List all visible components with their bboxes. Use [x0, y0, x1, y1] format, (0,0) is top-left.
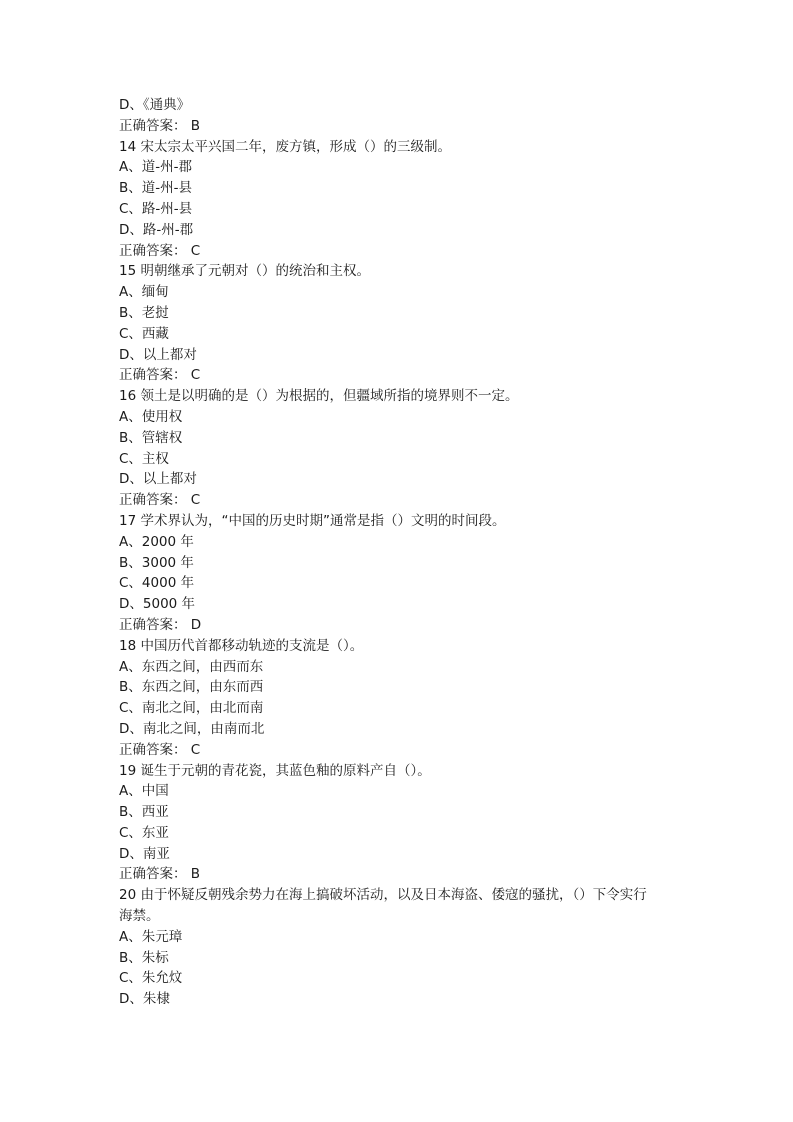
q15-option-a: A、缅甸: [119, 284, 169, 301]
q19-option-d: D、南亚: [119, 845, 170, 862]
q17-option-b: B、3000 年: [119, 554, 194, 571]
q20-option-b: B、朱标: [119, 949, 169, 966]
q17-option-d: D、5000 年: [119, 596, 196, 613]
q15-option-c: C、西藏: [119, 325, 169, 342]
q14-option-c: C、路-州-县: [119, 200, 193, 217]
q16-answer: 正确答案： C: [119, 492, 201, 509]
q16-option-a: A、使用权: [119, 408, 183, 425]
q19-option-b: B、西亚: [119, 804, 169, 821]
q17-question: 17 学术界认为，“中国的历史时期”通常是指（）文明的时间段。: [119, 512, 506, 529]
q18-answer: 正确答案： C: [119, 741, 201, 758]
q14-answer: 正确答案： C: [119, 242, 201, 259]
q14-question: 14 宋太宗太平兴国二年，废方镇，形成（）的三级制。: [119, 138, 451, 155]
q15-option-b: B、老挝: [119, 304, 169, 321]
q16-option-b: B、管辖权: [119, 429, 183, 446]
q20-option-a: A、朱元璋: [119, 928, 183, 945]
q15-question: 15 明朝继承了元朝对（）的统治和主权。: [119, 263, 370, 280]
q14-option-d: D、路-州-郡: [119, 221, 194, 238]
q20-question-line-2: 海禁。: [119, 908, 160, 925]
q17-answer: 正确答案： D: [119, 616, 202, 633]
q19-answer: 正确答案： B: [119, 866, 201, 883]
q18-option-d: D、南北之间，由南而北: [119, 720, 265, 737]
q18-option-b: B、东西之间，由东而西: [119, 679, 264, 696]
q13-option-d: D、《通典》: [119, 97, 191, 113]
document-page: [119, 95, 699, 1010]
q18-option-a: A、东西之间，由西而东: [119, 658, 264, 675]
q20-option-c: C、朱允炆: [119, 970, 183, 987]
q17-option-a: A、2000 年: [119, 533, 194, 550]
q16-option-c: C、主权: [119, 450, 169, 467]
q20-option-d: D、朱棣: [119, 991, 170, 1008]
q15-answer: 正确答案： C: [119, 367, 201, 384]
q13-answer: 正确答案： B: [119, 117, 201, 134]
q14-option-b: B、道-州-县: [119, 180, 193, 197]
q19-option-c: C、东亚: [119, 824, 169, 841]
q18-option-c: C、南北之间，由北而南: [119, 700, 264, 717]
q20-question-line-1: 20 由于怀疑反朝残余势力在海上搞破坏活动，以及日本海盗、倭寇的骚扰，（）下令实行: [119, 887, 647, 904]
q17-option-c: C、4000 年: [119, 575, 195, 592]
q14-option-a: A、道-州-郡: [119, 159, 192, 176]
q15-option-d: D、以上都对: [119, 346, 197, 363]
q18-question: 18 中国历代首都移动轨迹的支流是（）。: [119, 637, 364, 654]
q19-question: 19 诞生于元朝的青花瓷，其蓝色釉的原料产自（）。: [119, 762, 431, 779]
q19-option-a: A、中国: [119, 783, 169, 800]
q16-option-d: D、以上都对: [119, 471, 197, 488]
q16-question: 16 领土是以明确的是（）为根据的，但疆域所指的境界则不一定。: [119, 388, 519, 405]
